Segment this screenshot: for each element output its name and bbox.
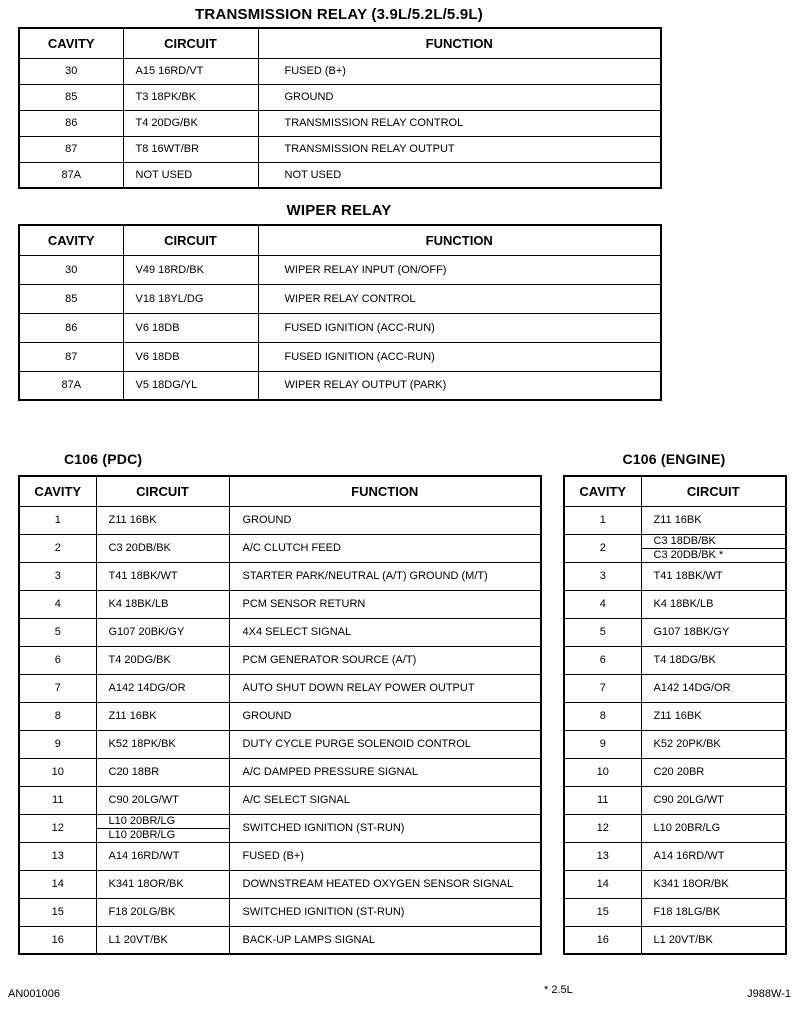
table-row — [19, 758, 541, 786]
cavity-cell: 1 — [19, 506, 96, 534]
function-cell: GROUND — [258, 84, 661, 110]
circuit-cell: T3 18PK/BK — [123, 84, 258, 110]
cavity-cell: 9 — [19, 730, 96, 758]
cavity-cell: 87A — [19, 162, 123, 188]
table-row — [564, 674, 786, 702]
table-row — [564, 618, 786, 646]
circuit-cell: C90 20LG/WT — [641, 786, 786, 814]
function-cell: GROUND — [229, 702, 541, 730]
circuit-cell: C3 20DB/BK — [96, 534, 229, 562]
circuit-cell: A14 16RD/WT — [96, 842, 229, 870]
function-cell: AUTO SHUT DOWN RELAY POWER OUTPUT — [229, 674, 541, 702]
cavity-cell: 15 — [19, 898, 96, 926]
cavity-cell: 85 — [19, 284, 123, 313]
circuit-cell: V18 18YL/DG — [123, 284, 258, 313]
circuit-cell: A142 14DG/OR — [96, 674, 229, 702]
cavity-cell: 1 — [564, 506, 641, 534]
circuit-cell — [96, 814, 229, 842]
table-row — [564, 898, 786, 926]
cavity-cell: 86 — [19, 313, 123, 342]
circuit-value: C3 20DB/BK * — [642, 548, 786, 561]
cavity-cell: 10 — [19, 758, 96, 786]
table-row — [19, 842, 541, 870]
table-row — [19, 590, 541, 618]
function-cell: STARTER PARK/NEUTRAL (A/T) GROUND (M/T) — [229, 562, 541, 590]
table-row — [19, 136, 661, 162]
circuit-cell: G107 20BK/GY — [96, 618, 229, 646]
column-header: CAVITY — [19, 225, 123, 255]
cavity-cell: 86 — [19, 110, 123, 136]
cavity-cell: 3 — [564, 562, 641, 590]
function-cell: WIPER RELAY INPUT (ON/OFF) — [258, 255, 661, 284]
circuit-cell: V49 18RD/BK — [123, 255, 258, 284]
cavity-cell: 5 — [564, 618, 641, 646]
column-header: CIRCUIT — [123, 28, 258, 58]
function-cell: GROUND — [229, 506, 541, 534]
table-row — [19, 162, 661, 188]
figure-code: J988W-1 — [747, 988, 791, 1000]
circuit-cell: L10 20BR/LG — [641, 814, 786, 842]
circuit-cell: K52 20PK/BK — [641, 730, 786, 758]
table-row — [564, 534, 786, 562]
table-row — [564, 814, 786, 842]
circuit-cell: K52 18PK/BK — [96, 730, 229, 758]
column-header: CAVITY — [564, 476, 641, 506]
cavity-cell: 13 — [19, 842, 96, 870]
circuit-cell: A14 16RD/WT — [641, 842, 786, 870]
circuit-cell: K341 18OR/BK — [96, 870, 229, 898]
table-row — [19, 562, 541, 590]
function-cell: FUSED (B+) — [258, 58, 661, 84]
circuit-cell: V6 18DB — [123, 342, 258, 371]
header-row — [19, 476, 541, 506]
circuit-value: C3 18DB/BK — [653, 535, 716, 547]
circuit-cell: F18 18LG/BK — [641, 898, 786, 926]
column-header: CIRCUIT — [641, 476, 786, 506]
cavity-cell: 2 — [564, 534, 641, 562]
circuit-cell: Z11 16BK — [641, 702, 786, 730]
circuit-cell: T41 18BK/WT — [96, 562, 229, 590]
function-cell: WIPER RELAY OUTPUT (PARK) — [258, 371, 661, 400]
cavity-cell: 12 — [19, 814, 96, 842]
table-row — [19, 313, 661, 342]
function-cell: A/C DAMPED PRESSURE SIGNAL — [229, 758, 541, 786]
document-number: AN001006 — [8, 988, 60, 1000]
table-row — [564, 758, 786, 786]
cavity-cell: 7 — [564, 674, 641, 702]
circuit-cell: Z11 16BK — [96, 506, 229, 534]
table-row — [19, 870, 541, 898]
function-cell: BACK-UP LAMPS SIGNAL — [229, 926, 541, 954]
circuit-cell: C20 20BR — [641, 758, 786, 786]
table-row — [19, 618, 541, 646]
table-row — [564, 842, 786, 870]
function-cell: TRANSMISSION RELAY OUTPUT — [258, 136, 661, 162]
cavity-cell: 10 — [564, 758, 641, 786]
table-row — [19, 255, 661, 284]
c106-pdc-table — [18, 475, 542, 955]
cavity-cell: 15 — [564, 898, 641, 926]
function-cell: NOT USED — [258, 162, 661, 188]
cavity-cell: 87A — [19, 371, 123, 400]
circuit-cell: A15 16RD/VT — [123, 58, 258, 84]
cavity-cell: 16 — [564, 926, 641, 954]
column-header: FUNCTION — [258, 28, 661, 58]
circuit-cell: T4 18DG/BK — [641, 646, 786, 674]
table-row — [19, 58, 661, 84]
function-cell: A/C SELECT SIGNAL — [229, 786, 541, 814]
table-row — [19, 702, 541, 730]
table-row — [564, 926, 786, 954]
circuit-cell: F18 20LG/BK — [96, 898, 229, 926]
table-row — [564, 562, 786, 590]
footnote-2-5l: * 2.5L — [544, 984, 573, 996]
function-cell: A/C CLUTCH FEED — [229, 534, 541, 562]
cavity-cell: 8 — [564, 702, 641, 730]
cavity-cell: 85 — [19, 84, 123, 110]
cavity-cell: 5 — [19, 618, 96, 646]
table-row — [19, 646, 541, 674]
circuit-cell: NOT USED — [123, 162, 258, 188]
circuit-cell: K4 18BK/LB — [96, 590, 229, 618]
c106-pdc-title: C106 (PDC) — [64, 451, 143, 467]
header-row — [19, 225, 661, 255]
table-row — [19, 730, 541, 758]
table-row — [564, 646, 786, 674]
circuit-cell: K4 18BK/LB — [641, 590, 786, 618]
circuit-value: L10 20BR/LG — [108, 815, 176, 827]
cavity-cell: 4 — [564, 590, 641, 618]
column-header: CIRCUIT — [123, 225, 258, 255]
function-cell: PCM SENSOR RETURN — [229, 590, 541, 618]
table-row — [564, 730, 786, 758]
circuit-cell: L1 20VT/BK — [641, 926, 786, 954]
circuit-cell: Z11 16BK — [96, 702, 229, 730]
circuit-cell: T8 16WT/BR — [123, 136, 258, 162]
function-cell: FUSED (B+) — [229, 842, 541, 870]
circuit-cell: T41 18BK/WT — [641, 562, 786, 590]
table-row — [19, 84, 661, 110]
table-row — [19, 814, 541, 842]
table-row — [19, 926, 541, 954]
column-header: CAVITY — [19, 476, 96, 506]
circuit-cell: T4 20DG/BK — [96, 646, 229, 674]
function-cell: DOWNSTREAM HEATED OXYGEN SENSOR SIGNAL — [229, 870, 541, 898]
function-cell: SWITCHED IGNITION (ST-RUN) — [229, 898, 541, 926]
circuit-cell — [641, 534, 786, 562]
table-row — [19, 534, 541, 562]
function-cell: PCM GENERATOR SOURCE (A/T) — [229, 646, 541, 674]
circuit-cell: L1 20VT/BK — [96, 926, 229, 954]
cavity-cell: 12 — [564, 814, 641, 842]
function-cell: SWITCHED IGNITION (ST-RUN) — [229, 814, 541, 842]
table-row — [19, 371, 661, 400]
table-row — [564, 590, 786, 618]
table-row — [564, 786, 786, 814]
circuit-cell: A142 14DG/OR — [641, 674, 786, 702]
cavity-cell: 87 — [19, 136, 123, 162]
column-header: CAVITY — [19, 28, 123, 58]
cavity-cell: 8 — [19, 702, 96, 730]
table-row — [19, 898, 541, 926]
cavity-cell: 11 — [564, 786, 641, 814]
function-cell: TRANSMISSION RELAY CONTROL — [258, 110, 661, 136]
cavity-cell: 11 — [19, 786, 96, 814]
transmission-relay-title: TRANSMISSION RELAY (3.9L/5.2L/5.9L) — [195, 6, 483, 23]
circuit-cell: G107 18BK/GY — [641, 618, 786, 646]
function-cell: DUTY CYCLE PURGE SOLENOID CONTROL — [229, 730, 541, 758]
circuit-cell: K341 18OR/BK — [641, 870, 786, 898]
table-row — [564, 870, 786, 898]
cavity-cell: 30 — [19, 58, 123, 84]
column-header: CIRCUIT — [96, 476, 229, 506]
cavity-cell: 13 — [564, 842, 641, 870]
function-cell: WIPER RELAY CONTROL — [258, 284, 661, 313]
c106-engine-table — [563, 475, 787, 955]
table-row — [19, 284, 661, 313]
circuit-cell: C20 18BR — [96, 758, 229, 786]
wiper-relay-title: WIPER RELAY — [286, 202, 392, 219]
cavity-cell: 3 — [19, 562, 96, 590]
table-row — [564, 506, 786, 534]
cavity-cell: 6 — [19, 646, 96, 674]
table-row — [19, 674, 541, 702]
table-row — [19, 786, 541, 814]
c106-engine-title: C106 (ENGINE) — [622, 451, 726, 467]
cavity-cell: 87 — [19, 342, 123, 371]
table-row — [19, 342, 661, 371]
table-row — [564, 702, 786, 730]
circuit-cell: V5 18DG/YL — [123, 371, 258, 400]
transmission-relay-table — [18, 27, 662, 189]
cavity-cell: 4 — [19, 590, 96, 618]
function-cell: FUSED IGNITION (ACC-RUN) — [258, 313, 661, 342]
circuit-cell: V6 18DB — [123, 313, 258, 342]
cavity-cell: 9 — [564, 730, 641, 758]
circuit-cell: T4 20DG/BK — [123, 110, 258, 136]
cavity-cell: 7 — [19, 674, 96, 702]
cavity-cell: 6 — [564, 646, 641, 674]
column-header: FUNCTION — [229, 476, 541, 506]
header-row — [564, 476, 786, 506]
wiper-relay-table — [18, 224, 662, 401]
circuit-cell: Z11 16BK — [641, 506, 786, 534]
cavity-cell: 14 — [19, 870, 96, 898]
cavity-cell: 16 — [19, 926, 96, 954]
circuit-value: L10 20BR/LG — [97, 828, 229, 841]
column-header: FUNCTION — [258, 225, 661, 255]
cavity-cell: 2 — [19, 534, 96, 562]
circuit-cell: C90 20LG/WT — [96, 786, 229, 814]
header-row — [19, 28, 661, 58]
cavity-cell: 30 — [19, 255, 123, 284]
table-row — [19, 506, 541, 534]
function-cell: 4X4 SELECT SIGNAL — [229, 618, 541, 646]
table-row — [19, 110, 661, 136]
function-cell: FUSED IGNITION (ACC-RUN) — [258, 342, 661, 371]
cavity-cell: 14 — [564, 870, 641, 898]
